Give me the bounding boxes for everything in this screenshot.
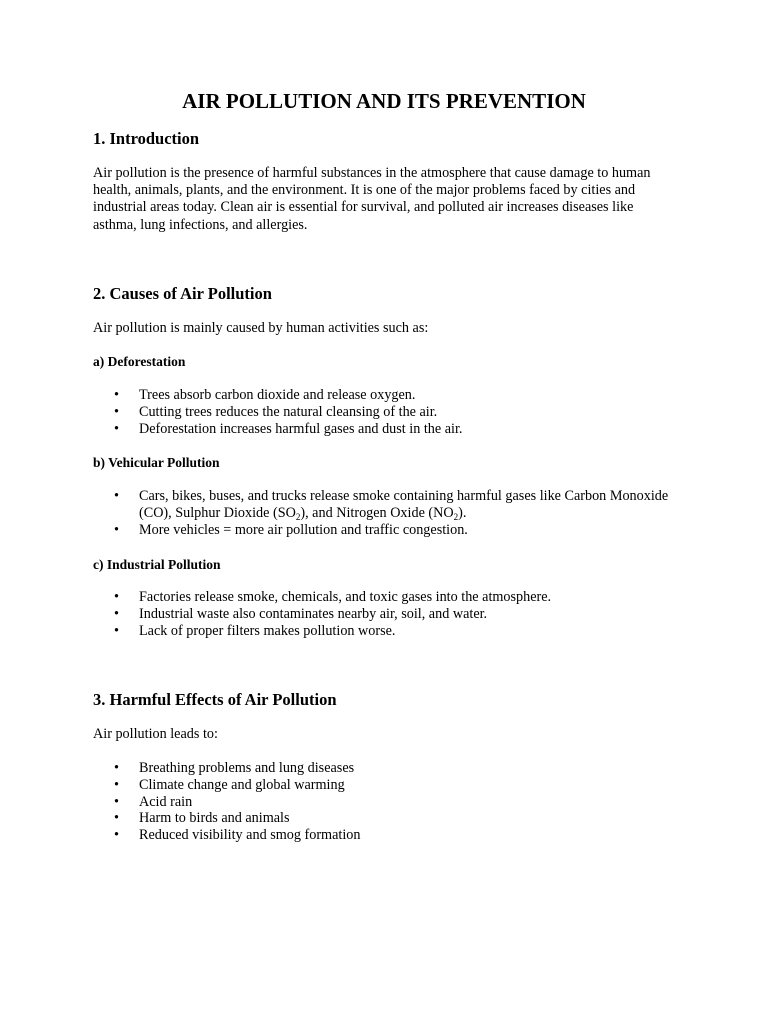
list-item	[93, 522, 673, 539]
list-item-text: More vehicles = more air pollution and traffic congestion.	[139, 521, 468, 538]
list-item	[93, 810, 673, 827]
list-item-text: Industrial waste also contaminates nearby air, soil, and water.	[139, 605, 488, 622]
list-item	[93, 421, 673, 438]
deforestation-list	[93, 387, 673, 437]
list-item	[93, 777, 673, 794]
bullet-icon: •	[114, 403, 119, 420]
section-heading-effects: 3. Harmful Effects of Air Pollution	[93, 690, 337, 709]
list-item	[93, 827, 673, 844]
list-item-text: Cutting trees reduces the natural cleansing of the air.	[139, 403, 438, 420]
list-item-text: Cars, bikes, buses, and trucks release smoke containing harmful gases like Carbon Monoxide (CO), Sulphur Dioxide (SO	[139, 488, 669, 521]
list-item-text: Climate change and global warming	[139, 776, 345, 793]
bullet-icon: •	[114, 793, 119, 810]
list-item-text: Breathing problems and lung diseases	[139, 760, 355, 776]
industrial-list	[93, 589, 673, 639]
subscript: 2	[295, 511, 301, 522]
list-item-text: Factories release smoke, chemicals, and toxic gases into the atmosphere.	[139, 589, 552, 605]
list-item	[93, 488, 673, 522]
list-item-text: Trees absorb carbon dioxide and release oxygen.	[139, 387, 416, 403]
bullet-icon: •	[114, 810, 119, 827]
bullet-icon: •	[114, 521, 119, 538]
subheading-vehicular: b) Vehicular Pollution	[93, 455, 220, 470]
list-item-text: Reduced visibility and smog formation	[139, 827, 361, 844]
bullet-icon: •	[114, 605, 119, 622]
list-item-text: Harm to birds and animals	[139, 810, 290, 827]
list-item	[93, 760, 673, 777]
list-item-text: Lack of proper filters makes pollution worse.	[139, 622, 396, 639]
bullet-icon: •	[114, 827, 119, 844]
effects-list	[93, 760, 673, 844]
vehicular-list	[93, 488, 673, 538]
bullet-icon: •	[114, 488, 119, 504]
bullet-icon: •	[114, 387, 119, 403]
list-item	[93, 623, 673, 640]
introduction-paragraph: Air pollution is the presence of harmful substances in the atmosphere that cause damage to human health, animals, plants, and the environment. It is one of the major problems faced by cities and industrial areas today. Clean air is essential for survival, and polluted air increases diseases like asthma, lung infections, and allergies.	[93, 165, 651, 233]
list-item-text: ).	[458, 504, 467, 521]
list-item	[93, 387, 673, 404]
bullet-icon: •	[114, 622, 119, 639]
list-item	[93, 606, 673, 623]
document-title: AIR POLLUTION AND ITS PREVENTION	[182, 89, 586, 113]
bullet-icon: •	[114, 589, 119, 605]
subscript: 2	[453, 511, 459, 522]
bullet-icon: •	[114, 776, 119, 793]
list-item	[93, 794, 673, 811]
section-heading-causes: 2. Causes of Air Pollution	[93, 284, 272, 303]
list-item-text: Deforestation increases harmful gases and dust in the air.	[139, 420, 463, 437]
bullet-icon: •	[114, 760, 119, 776]
effects-lead-text: Air pollution leads to:	[93, 726, 218, 742]
subheading-deforestation: a) Deforestation	[93, 354, 186, 369]
list-item-text: Acid rain	[139, 793, 193, 810]
section-heading-introduction: 1. Introduction	[93, 129, 200, 148]
subheading-industrial: c) Industrial Pollution	[93, 557, 221, 572]
causes-lead-text: Air pollution is mainly caused by human activities such as:	[93, 320, 429, 336]
list-item	[93, 404, 673, 421]
bullet-icon: •	[114, 420, 119, 437]
list-item-text: ), and Nitrogen Oxide (NO	[300, 504, 454, 521]
list-item	[93, 589, 673, 606]
